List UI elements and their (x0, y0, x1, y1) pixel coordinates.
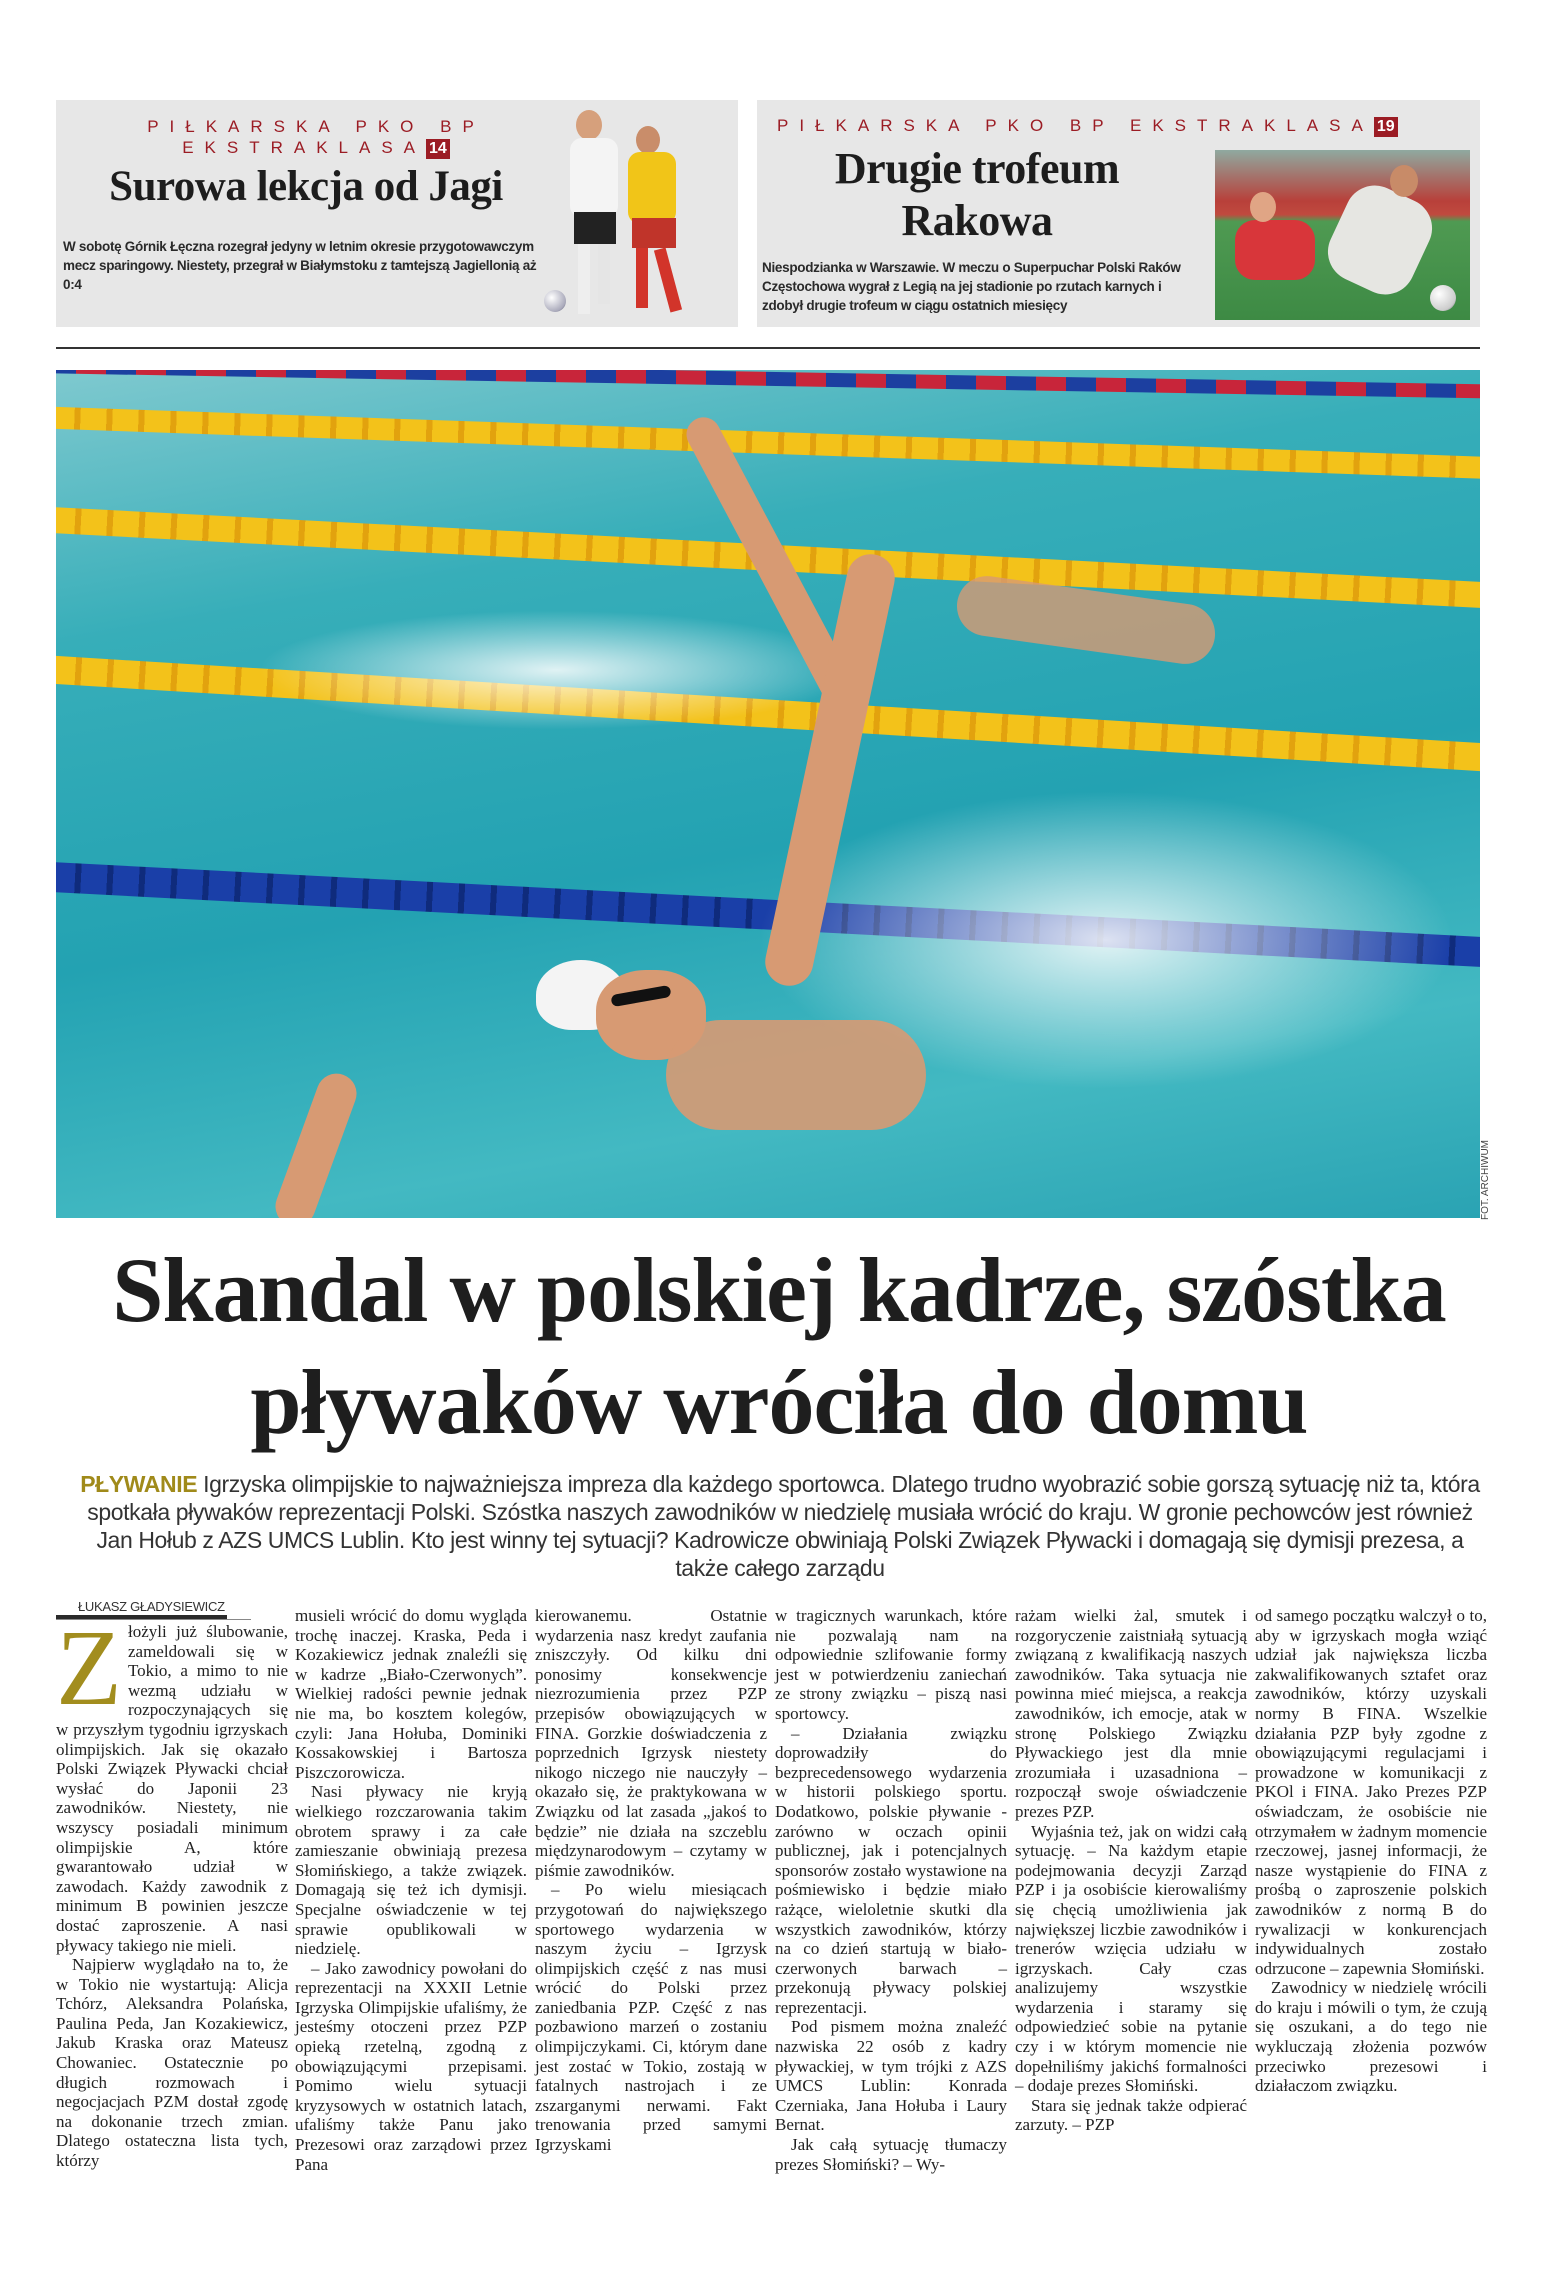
page-badge: 19 (1374, 117, 1398, 137)
teaser-title: Surowa lekcja od Jagi (109, 163, 503, 210)
paragraph: Pod pismem można znaleźć nazwiska 22 osób z kadry pływackiej, w tym trójki z AZS UMCS Lublin: Konrada Czerniaka, Jana Hołuba i Laury Bernat. (775, 2017, 1007, 2135)
teaser-rakow-trophy[interactable] (757, 100, 1480, 327)
title-line: Rakowa (901, 196, 1053, 245)
lead-text: Igrzyska olimpijskie to najważniejsza impreza dla każdego sportowca. Dlatego trudno wyobrazić sobie gorszą sytuację niż ta, która spotkała pływaków reprezentacji Polski. Szóstka naszych zawodników w niedzielę musiała wrócić do kraju. W gronie pechowców jest również Jan Hołub z AZS UMCS Lublin. Kto jest winny tej sytuacji? Kadrowicze obwiniają Polski Związek Pływacki i domagają się dymisji prezesa, a także całego zarządu (87, 1471, 1480, 1581)
article-column-5 (1015, 1606, 1247, 2135)
paragraph: Zawodnicy w niedzielę wrócili do kraju i mówili o tym, że czują się oszukani, a do tego nie wykluczają złożenia pozwów przeciwko prezesowi i działaczom związku. (1255, 1978, 1487, 2096)
teaser-kicker (777, 115, 1417, 137)
section-divider (56, 347, 1480, 349)
paragraph: kierowanemu. Ostatnie wydarzenia nasz kredyt zaufania zniszczyły. Od kilku dni ponosimy konsekwencje niezrozumienia przez PZP przepisów obowiązujących w FINA. Gorzkie doświadczenia z poprzednich Igrzysk niestety nikogo niczego nie nauczyły – okazało się, że praktykowana w Związku od lat zasada „jakoś to będzie” nie działa na szczeblu międzynarodowym – czytamy w piśmie zawodników. (535, 1606, 767, 1880)
paragraph: Wyjaśnia też, jak on widzi całą sytuację. – Na każdym etapie podejmowania decyzji Zarząd PZP i ja osobiście kierowaliśmy się chęcią umożliwienia jak największej liczbie zawodników i trenerów wzięcia udziału w igrzyskach. Cały czas analizujemy wszystkie wydarzenia i staramy się odpowiedzieć sobie na pytanie czy i w którym momencie nie dopełniliśmy jakichś formalności – dodaje prezes Słomiński. (1015, 1821, 1247, 2096)
kicker-line: PIŁKARSKA PKO BP EKSTRAKLASA (777, 116, 1374, 135)
hand (270, 1068, 362, 1218)
article-lead (70, 1470, 1490, 1582)
paragraph: Stara się jednak także odpierać zarzuty. – PZP (1015, 2095, 1247, 2135)
paragraph: musieli wrócić do domu wygląda trochę inaczej. Kraska, Peda i Kozakiewicz jednak znaleźli się w kadrze „Biało-Czerwonych”. Wielkiej radości pewnie jednak nie ma, bo kosztem kolegów, czyli: Jana Hołuba, Dominiki Kossakowskiej i Bartosza Piszczorowicza. (295, 1606, 527, 1782)
paragraph: od samego początku walczył o to, aby w igrzyskach mogła wziąć udział jak największa liczba zakwalifikowanych sztafet oraz zawodników, którzy uzyskali normy B FINA. Wszelkie działania PZP były zgodne z obowiązującymi regulacjami i prowadzone w komunikacji z PKOl i FINA. Jako Prezes PZP oświadczam, że osobiście nie otrzymałem w żadnym momencie rzeczowej, jasnej informacji, że nasze wystąpienie do FINA z prośbą o zaproszenie polskich zawodników z normą B do rywalizacji w konkurencjach indywidualnych zostało odrzucone – zapewnia Słomiński. (1255, 1606, 1487, 1978)
article-column-2 (295, 1606, 527, 2174)
paragraph: Jak całą sytuację tłumaczy prezes Słomiński? – Wy- (775, 2135, 1007, 2174)
teaser-deck: Niespodzianka w Warszawie. W meczu o Superpuchar Polski Raków Częstochowa wygrał z Legią na jej stadionie po rzutach karnych i zdobył drugie trofeum w ciągu ostatnich miesięcy (762, 260, 1181, 313)
article-column-4 (775, 1606, 1007, 2174)
paragraph: – Po wielu miesiącach przygotowań do największego sportowego wydarzenia w naszym życiu – Igrzysk olimpijskich część z nas musi wrócić do Polski przez zaniedbania PZP. Część z nas pozbawiono marzeń o zostaniu olimpijczykami. Ci, którym dane jest zostać w Tokio, zostają w fatalnych nastrojach i ze zszarganymi nerwami. Fakt trenowania przed samymi Igrzyskami (535, 1880, 767, 2155)
section-tag: PŁYWANIE (80, 1471, 198, 1497)
page-badge: 14 (426, 139, 450, 159)
article-headline-line2: pływaków wróciła do domu (250, 1351, 1308, 1453)
teaser-deck: W sobotę Górnik Łęczna rozegrał jedyny w letnim okresie przygotowawczym mecz sparingowy. Niestety, przegrał w Białymstoku z tamtejszą Jagiellonią aż 0:4 (63, 239, 537, 292)
swimming-pool-photo (56, 370, 1480, 1218)
kicker-line: EKSTRAKLASA (182, 138, 427, 157)
article-column-6 (1255, 1606, 1487, 2096)
article-headline-line1: Skandal w polskiej kadrze, szóstka (112, 1239, 1446, 1341)
splash (256, 610, 856, 730)
kicker-line: PIŁKARSKA PKO BP (147, 117, 485, 136)
lane-rope (56, 405, 1480, 480)
article-column-1 (56, 1609, 288, 2171)
paragraph: łożyli już ślubowanie, zameldowali się w Tokio, a mimo to nie wezmą udziału w rozpoczynających się w przyszłym tygodniu igrzyskach olimpijskich. Jak się okazało Polski Związek Pływacki chciał wysłać do Japonii 23 zawodników. Niestety, nie wszyscy posiadali minimum olimpijskie A, które gwarantowało udział w zawodach. Każdy zawodnik z minimum B powinien jeszcze dostać zaproszenie. A nasi pływacy takiego nie mieli. (56, 1622, 288, 1955)
teaser-title (757, 143, 1197, 247)
photo-credit: FOT. ARCHIWUM (1480, 1140, 1491, 1220)
football-players-photo (536, 100, 736, 325)
title-line: Drugie trofeum (834, 144, 1120, 193)
teaser-gornik-jagiellonia[interactable] (56, 100, 738, 327)
paragraph: rażam wielki żal, smutek i rozgoryczenie zaistniałą sytuacją związaną z kwalifikacją naszych zawodników. Taka sytuacja nie powinna mieć miejsca, a reakcja zawodników, ich emocje, atak w stronę Polskiego Związku Pływackiego jest dla mnie zrozumiała i uzasadniona – rozpoczął swoje oświadczenie prezes PZP. (1015, 1606, 1247, 1821)
lane-rope (56, 370, 1480, 399)
teaser-kicker (96, 116, 536, 159)
swimmer-shoulders (666, 1020, 926, 1130)
article-column-3 (535, 1606, 767, 2155)
paragraph: – Działania związku doprowadziły do bezprecedensowego wydarzenia w historii polskiego sportu. Dodatkowo, polskie pływanie - zarówno w oczach opinii publicznej, jak i potencjalnych sponsorów zostało wystawione na pośmiewisko i będzie miało rażące, wieloletnie skutki dla wszystkich zawodników, którzy na co dzień startują w biało-czerwonych barwach – przekonują pływacy polskiej reprezentacji. (775, 1723, 1007, 2017)
football-match-photo (1215, 150, 1470, 320)
paragraph: Nasi pływacy nie kryją wielkiego rozczarowania takim obrotem sprawy i za całe zamieszanie obwiniają prezesa Słomińskiego, a także związek. Domagają się też ich dymisji. Specjalne oświadczenie w tej sprawie opublikowali w niedzielę. (295, 1782, 527, 1959)
drop-cap: Z (56, 1609, 122, 1728)
paragraph: w tragicznych warunkach, które nie pozwalają nam na odpowiednie szlifowanie formy jest w potwierdzeniu zaniechań ze strony związku – piszą nasi sportowcy. (775, 1606, 1007, 1723)
paragraph: – Jako zawodnicy powołani do reprezentacji na XXXII Letnie Igrzyska Olimpijskie ufaliśmy, że jesteśmy otoczeni przez PZP opieką rzetelną, zgodną z obowiązującymi przepisami. Pomimo wielu sytuacji kryzysowych w ostatnich latach, ufaliśmy także Panu jako Prezesowi oraz zarządowi przez Pana (295, 1958, 527, 2174)
paragraph: Najpierw wyglądało na to, że w Tokio nie wystartują: Alicja Tchórz, Aleksandra Polańska, Paulina Peda, Jan Kozakiewicz, Jakub Kraska oraz Mateusz Chowaniec. Ostatecznie po długich rozmowach i negocjacjach PZM dostał zgodę na dokonanie trzech zmian. Dlatego ostateczna lista tych, którzy (56, 1955, 288, 2171)
author-name: ŁUKASZ GŁADYSIEWICZ (56, 1599, 227, 1619)
